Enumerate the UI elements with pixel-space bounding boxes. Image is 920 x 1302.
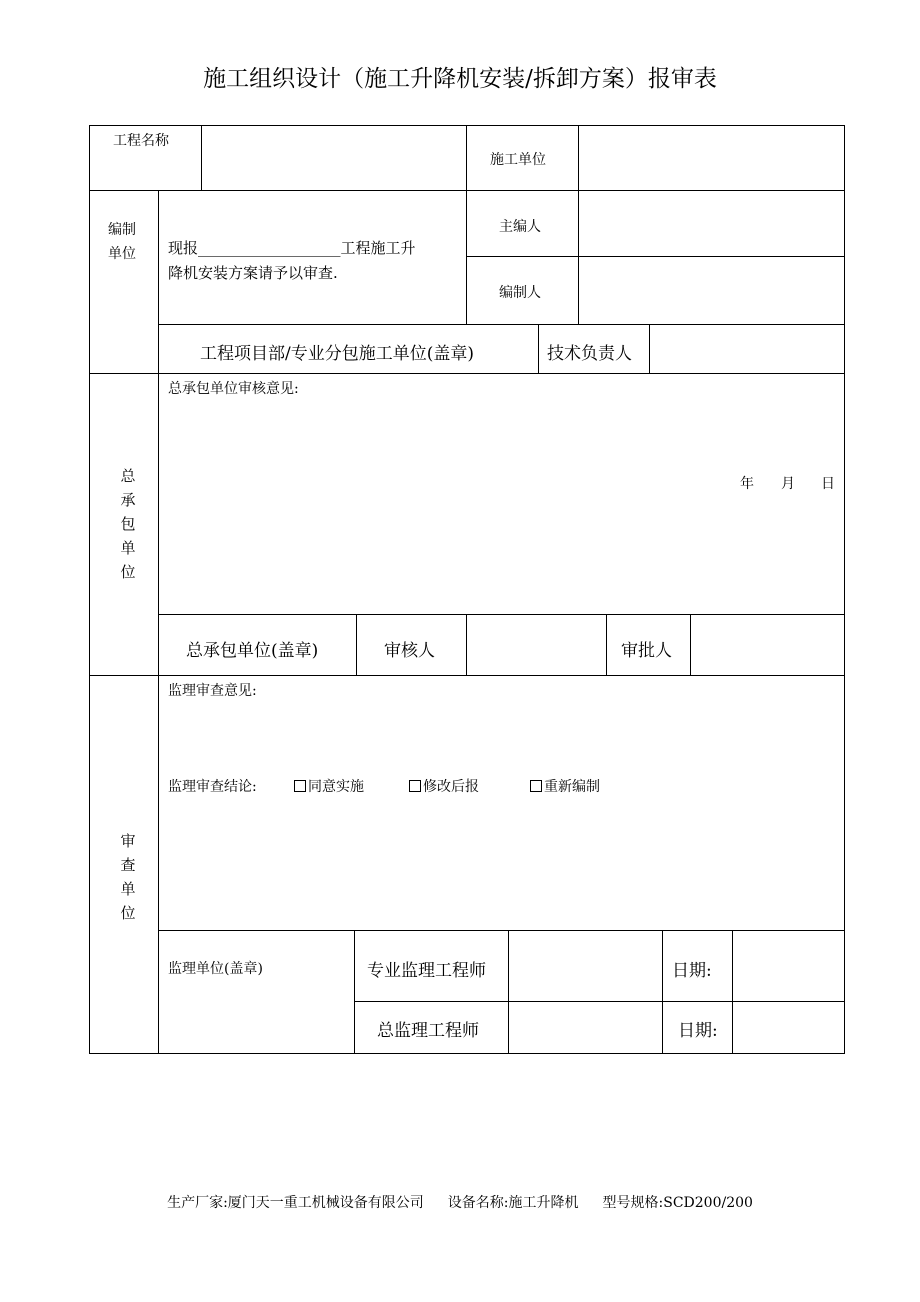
date-label-2: 日期:: [678, 1021, 718, 1041]
gc-date-month: 月: [781, 476, 795, 492]
chief-editor-field[interactable]: [583, 195, 839, 251]
approve-checkbox[interactable]: [294, 780, 306, 792]
reviewer-field[interactable]: [471, 619, 601, 671]
footer-model: 型号规格:SCD200/200: [602, 1195, 753, 1211]
footer: [0, 1192, 920, 1212]
option-approve[interactable]: 同意实施: [294, 776, 364, 796]
editor-label: 编制人: [499, 285, 541, 301]
supervision-opinion-field[interactable]: [164, 700, 840, 765]
gc-date-year: 年: [740, 476, 754, 492]
construction-unit-field[interactable]: [583, 130, 839, 186]
redo-checkbox[interactable]: [530, 780, 542, 792]
option-revise[interactable]: 修改后报: [409, 776, 479, 796]
gc-seal-label: 总承包单位(盖章): [186, 641, 319, 661]
approver-label: 审批人: [621, 641, 672, 661]
tech-lead-label: 技术负责人: [547, 344, 632, 364]
report-statement-line2: 降机安装方案请予以审查.: [168, 264, 338, 282]
date-field-1[interactable]: [737, 935, 839, 996]
supervision-seal-label: 监理单位(盖章): [168, 961, 263, 977]
report-statement-line1: [168, 237, 416, 258]
gc-date-day: 日: [821, 476, 835, 492]
project-name-label: 工程名称: [113, 133, 169, 149]
chief-engineer-label: 总监理工程师: [377, 1021, 479, 1041]
specialist-engineer-field[interactable]: [513, 935, 657, 996]
project-name-field[interactable]: [206, 130, 461, 186]
revise-checkbox[interactable]: [409, 780, 421, 792]
general-contractor-unit-label: 总 承 包 单 位: [120, 467, 136, 581]
specialist-engineer-label: 专业监理工程师: [367, 961, 486, 981]
approver-field[interactable]: [695, 619, 839, 671]
supervision-unit-label: 审 查 单 位: [120, 832, 136, 922]
compilation-unit-label-2: 单位: [108, 246, 136, 262]
gc-opinion-field[interactable]: [164, 398, 840, 608]
option-redo[interactable]: 重新编制: [530, 776, 600, 796]
footer-equipment: 设备名称:施工升降机: [447, 1195, 579, 1211]
date-label-1: 日期:: [672, 961, 712, 981]
supervision-conclusion-label: 监理审查结论:: [168, 779, 257, 795]
chief-editor-label: 主编人: [499, 219, 541, 235]
report-project-blank[interactable]: ___________________: [198, 239, 341, 257]
page-title: 施工组织设计（施工升降机安装/拆卸方案）报审表: [203, 66, 717, 92]
date-field-2[interactable]: [737, 1006, 839, 1048]
supervision-opinion-label: 监理审查意见:: [168, 683, 257, 699]
compilation-unit-label-1: 编制: [108, 222, 136, 238]
editor-field[interactable]: [583, 261, 839, 319]
report-suffix: 工程施工升: [340, 239, 416, 257]
construction-unit-label: 施工单位: [490, 152, 546, 168]
gc-opinion-label: 总承包单位审核意见:: [168, 381, 299, 397]
chief-engineer-field[interactable]: [513, 1006, 657, 1048]
report-prefix: 现报: [168, 239, 199, 257]
reviewer-label: 审核人: [384, 641, 435, 661]
project-dept-seal-label: 工程项目部/专业分包施工单位(盖章): [200, 344, 474, 364]
footer-manufacturer: 生产厂家:厦门天一重工机械设备有限公司: [167, 1195, 424, 1211]
tech-lead-field[interactable]: [654, 329, 839, 369]
